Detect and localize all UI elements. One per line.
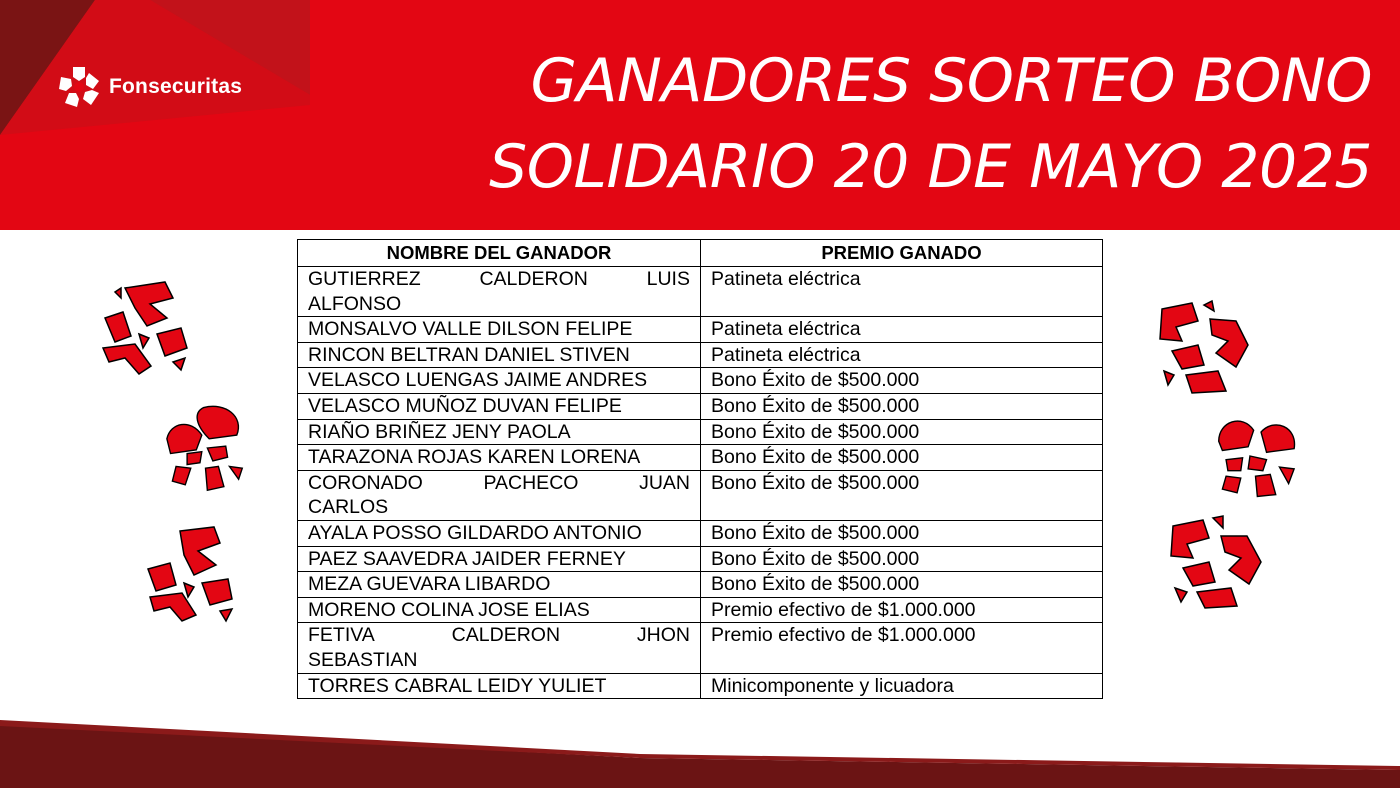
prize-won: Patineta eléctrica — [701, 317, 1103, 343]
winner-name: MEZA GUEVARA LIBARDO — [298, 572, 701, 598]
confetti-ribbon-icon — [95, 278, 195, 378]
table-row — [298, 470, 1103, 520]
table-row — [298, 419, 1103, 445]
confetti-ribbon-icon — [140, 525, 240, 625]
fonsecuritas-logo-icon — [55, 63, 103, 111]
confetti-ribbon-icon — [1208, 410, 1303, 502]
table-row — [298, 597, 1103, 623]
page-title — [372, 38, 1372, 210]
page-title-line-2: SOLIDARIO 20 DE MAYO 2025 — [489, 132, 1372, 202]
prize-won: Patineta eléctrica — [701, 267, 1103, 317]
confetti-ribbon-icon — [1165, 510, 1265, 610]
prize-won: Bono Éxito de $500.000 — [701, 445, 1103, 471]
winner-name: TARAZONA ROJAS KAREN LORENA — [298, 445, 701, 471]
prize-won: Bono Éxito de $500.000 — [701, 419, 1103, 445]
prize-won: Bono Éxito de $500.000 — [701, 572, 1103, 598]
prize-won: Bono Éxito de $500.000 — [701, 546, 1103, 572]
winner-name: MONSALVO VALLE DILSON FELIPE — [298, 317, 701, 343]
winner-name: AYALA POSSO GILDARDO ANTONIO — [298, 520, 701, 546]
table-row — [298, 342, 1103, 368]
winner-name: CORONADO PACHECO JUAN CARLOS — [298, 470, 701, 520]
prize-won: Minicomponente y licuadora — [701, 673, 1103, 699]
winners-table — [297, 239, 1103, 699]
table-row — [298, 546, 1103, 572]
table-row — [298, 623, 1103, 673]
column-header-name: NOMBRE DEL GANADOR — [298, 240, 701, 267]
winner-name: MORENO COLINA JOSE ELIAS — [298, 597, 701, 623]
winner-name: RIAÑO BRIÑEZ JENY PAOLA — [298, 419, 701, 445]
brand-logo — [55, 62, 242, 112]
table-row — [298, 572, 1103, 598]
prize-won: Patineta eléctrica — [701, 342, 1103, 368]
winner-name: TORRES CABRAL LEIDY YULIET — [298, 673, 701, 699]
brand-name: Fonsecuritas — [109, 75, 243, 98]
winner-name: GUTIERREZ CALDERON LUIS ALFONSO — [298, 267, 701, 317]
prize-won: Bono Éxito de $500.000 — [701, 520, 1103, 546]
page-title-line-1: GANADORES SORTEO BONO — [530, 46, 1372, 116]
prize-won: Premio efectivo de $1.000.000 — [701, 623, 1103, 673]
confetti-ribbon-icon — [158, 402, 253, 494]
winner-name: PAEZ SAAVEDRA JAIDER FERNEY — [298, 546, 701, 572]
column-header-prize: PREMIO GANADO — [701, 240, 1103, 267]
prize-won: Bono Éxito de $500.000 — [701, 470, 1103, 520]
footer-band — [0, 720, 1400, 788]
table-row — [298, 317, 1103, 343]
confetti-ribbon-icon — [1152, 295, 1252, 395]
table-header-row — [298, 240, 1103, 267]
winner-name: VELASCO MUÑOZ DUVAN FELIPE — [298, 393, 701, 419]
winners-table-body — [298, 267, 1103, 699]
table-row — [298, 445, 1103, 471]
winner-name: VELASCO LUENGAS JAIME ANDRES — [298, 368, 701, 394]
winner-name: FETIVA CALDERON JHON SEBASTIAN — [298, 623, 701, 673]
table-row — [298, 520, 1103, 546]
winner-name: RINCON BELTRAN DANIEL STIVEN — [298, 342, 701, 368]
prize-won: Premio efectivo de $1.000.000 — [701, 597, 1103, 623]
header-banner — [0, 0, 1400, 230]
prize-won: Bono Éxito de $500.000 — [701, 368, 1103, 394]
table-row — [298, 673, 1103, 699]
table-row — [298, 267, 1103, 317]
prize-won: Bono Éxito de $500.000 — [701, 393, 1103, 419]
table-row — [298, 368, 1103, 394]
table-row — [298, 393, 1103, 419]
